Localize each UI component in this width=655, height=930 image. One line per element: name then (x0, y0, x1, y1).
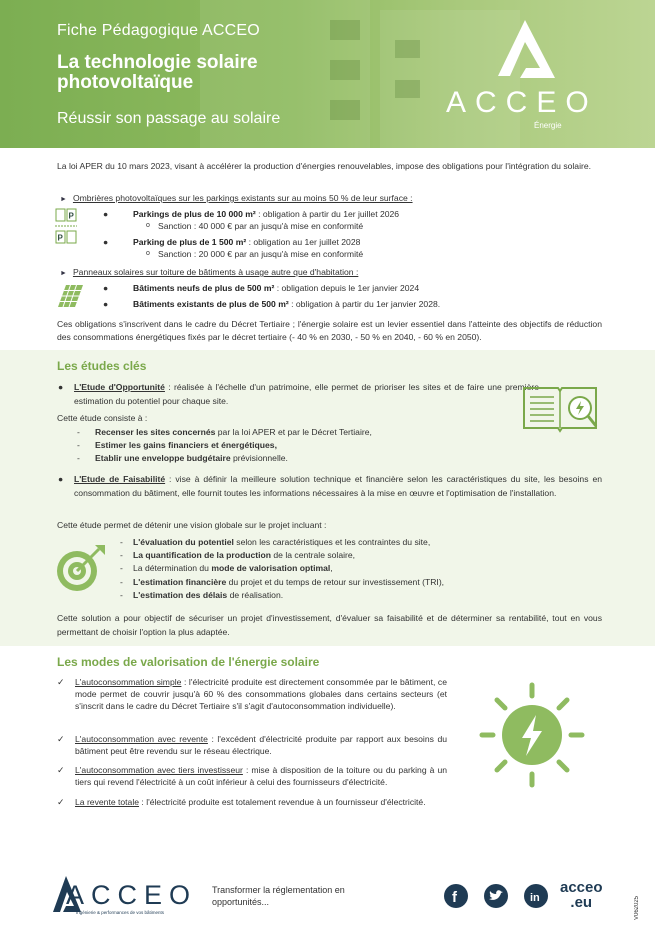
outro-paragraph: Ces obligations s'inscrivent dans le cadre du Décret Tertiaire ; l'énergie solaire est un levier essentiel dans l'atteinte des objectifs de réduction des consommations énergétiques fixés par le décret tertiaire (- 40 % en 2030, - 50 % en 2040, - 60 % en 2050). (57, 319, 602, 342)
document-subtitle: Fiche Pédagogique ACCEO (57, 22, 260, 39)
solar-panel-icon (56, 281, 84, 309)
footer-slogan: Transformer la réglementation en opportunités... (212, 885, 345, 907)
bullet-dot: ● (103, 283, 109, 293)
facebook-icon[interactable] (444, 884, 468, 908)
etude-vision: Cette étude permet de détenir une vision globale sur le projet incluant : (57, 520, 327, 530)
panneaux-item-1: ● Bâtiments neufs de plus de 500 m² : obligation depuis le 1er janvier 2024 (103, 283, 420, 293)
svg-text:in: in (530, 892, 540, 904)
circle-bullet: o (146, 250, 150, 257)
etudes-conclusion: Cette solution a pour objectif de sécuriser un projet d'investissement, d'évaluer sa faisabilité et de déterminer sa rentabilité, tout en vous permettant de choisir l'option la plus adaptée. (57, 613, 602, 637)
etudes-title: Les études clés (57, 359, 147, 373)
document-reference: V062025 (634, 895, 640, 920)
window-shape (395, 80, 420, 98)
checkmark-icon: ✓ (57, 677, 65, 687)
panneaux-heading: ► Panneaux solaires sur toiture de bâtiments à usage autre que d'habitation : (60, 267, 359, 277)
panneaux-item-2: ● Bâtiments existants de plus de 500 m² : obligation à partir du 1er janvier 2028. (103, 299, 441, 309)
document-tagline: Réussir son passage au solaire (57, 110, 281, 127)
bullet-dot: ● (58, 382, 64, 392)
checkmark-icon: ✓ (57, 797, 65, 807)
acceo-logo (440, 18, 610, 133)
target-icon (55, 543, 107, 593)
bullet-dot: ● (103, 209, 109, 219)
modes-title: Les modes de valorisation de l'énergie solaire (57, 655, 320, 669)
circle-bullet: o (146, 222, 150, 229)
window-shape (330, 100, 360, 120)
svg-text:P: P (57, 233, 63, 243)
logo-mountain-icon (440, 18, 610, 88)
logo-sub: Énergie (534, 121, 562, 130)
linkedin-icon[interactable] (524, 884, 548, 908)
mode-item-1: ✓ L'autoconsommation simple : l'électricité produite est directement consommée par le bâtiment, ce mode permet de couvrir jusqu'à 60 % des consommations globales dans certains secteurs (et s'inscrit dans le cadre du Décret Tertiaire s'il s'agit d'autoconsommation individuelle). (57, 677, 447, 711)
mode-item-2: ✓ L'autoconsommation avec revente : l'excédent d'électricité produite par rapport aux besoins du bâtiment peut être revendu sur le réseau électrique. (57, 734, 448, 756)
mode-item-4: ✓ La revente totale : l'électricité produite est totalement revendue à un fournisseur d'électricité. (57, 797, 426, 807)
footer-logo (52, 872, 198, 922)
intro-paragraph: La loi APER du 10 mars 2023, visant à accélérer la production d'énergies renouvelables, impose des obligations pour l'intégration du solaire. (57, 161, 592, 171)
sun-lightning-icon (462, 680, 602, 790)
etude-opportunite: ● L'Etude d'Opportunité : réalisée à l'échelle d'un patrimoine, elle permet de prioriser les sites et de faire une première estimation du potentiel pour chaque site. (58, 382, 539, 406)
ombriere-item-2: ● Parking de plus de 1 500 m² : obligation au 1er juillet 2028 (103, 237, 361, 247)
ombrieres-heading: ► Ombrières photovoltaïques sur les parkings existants sur au moins 50 % de leur surface : (60, 193, 413, 203)
twitter-icon[interactable] (484, 884, 508, 908)
window-shape (330, 20, 360, 40)
etude-consiste: Cette étude consiste à : (57, 413, 148, 423)
footer-logo-word: ACCEO (66, 880, 198, 910)
svg-text:P: P (68, 211, 74, 221)
ombriere-sanction-1: o Sanction : 40 000 € par an jusqu'à mise en conformité (146, 221, 364, 231)
etude-faisabilite: ● L'Etude de Faisabilité : vise à définir la meilleure solution technique et financière selon les caractéristiques du site, les besoins en consommation du bâtiment, elle fournit toutes les informations nécessaires à la mise en œuvre et l'optimisation de l'installation. (58, 474, 602, 498)
bullet-dot: ● (103, 299, 109, 309)
footer-logo-sub: Ingénierie & performances de vos bâtiments (76, 910, 165, 915)
arrow-right-icon: ► (60, 196, 67, 203)
website-link[interactable]: acceo .eu (560, 879, 603, 911)
book-magnifier-icon (520, 382, 602, 438)
svg-text:f: f (452, 889, 457, 906)
checkmark-icon: ✓ (57, 765, 65, 775)
window-shape (395, 40, 420, 58)
bullet-dot: ● (103, 237, 109, 247)
parking-icon (55, 207, 77, 247)
logo-word: ACCEO (446, 86, 598, 119)
checkmark-icon: ✓ (57, 734, 65, 744)
bullet-dot: ● (58, 474, 64, 484)
document-title: La technologie solaire photovoltaïque (57, 52, 258, 93)
ombriere-item-1: ● Parkings de plus de 10 000 m² : obligation à partir du 1er juillet 2026 (103, 209, 400, 219)
ombriere-sanction-2: o Sanction : 20 000 € par an jusqu'à mise en conformité (146, 249, 364, 259)
arrow-right-icon: ► (60, 270, 67, 277)
mode-item-3: ✓ L'autoconsommation avec tiers investisseur : mise à disposition de la toiture ou du parking à un tiers qui revend l'électricité à un coût inférieur à celui des fournisseurs d'électricité. (57, 765, 447, 787)
header-banner (0, 0, 655, 148)
